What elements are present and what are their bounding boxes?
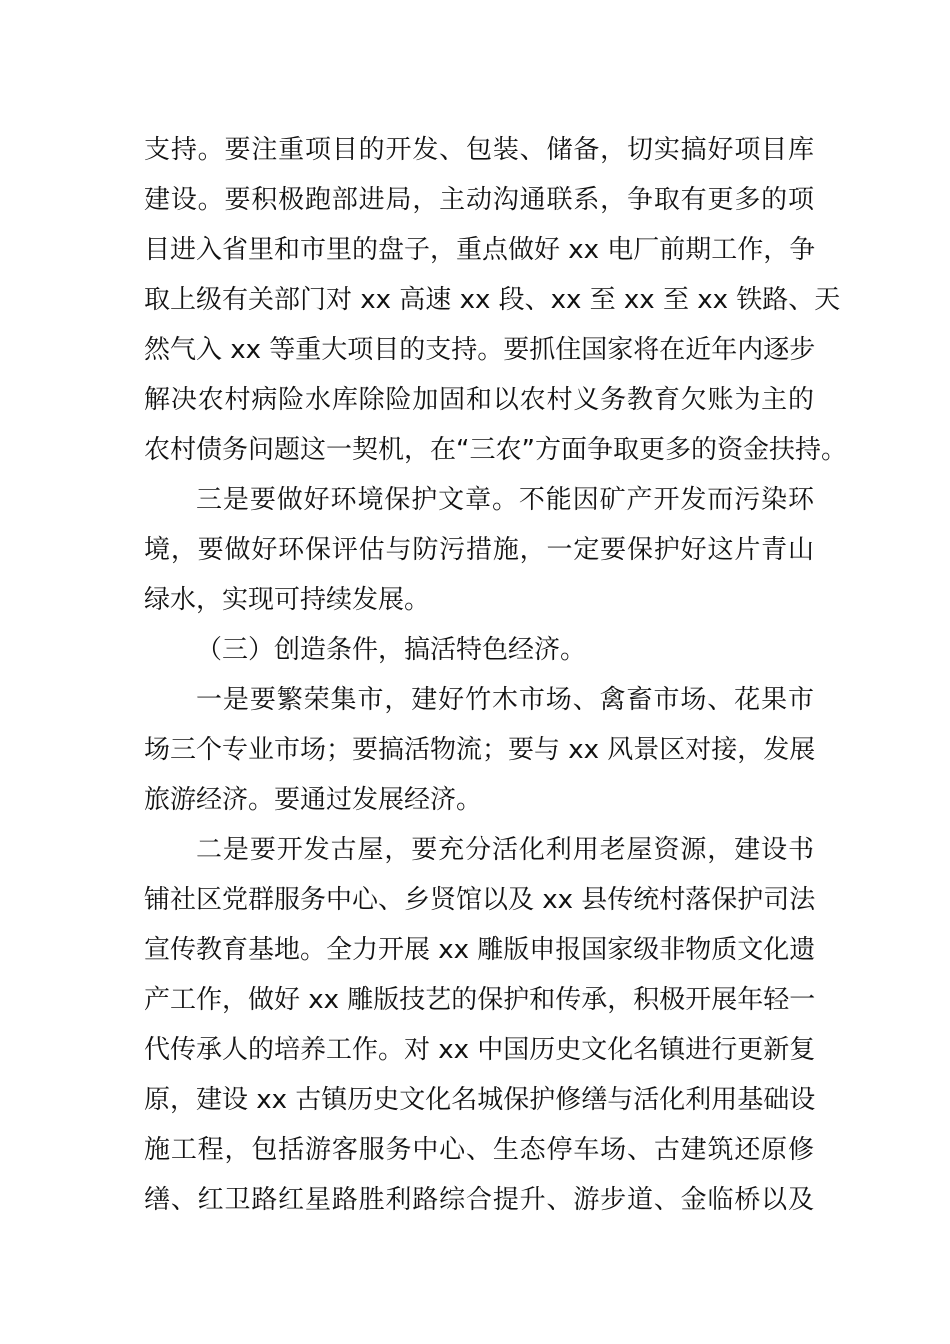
text-line: 取上级有关部门对 xx 高速 xx 段、xx 至 xx 至 xx 铁路、天 [144, 285, 841, 315]
text-line: 绿水，实现可持续发展。 [144, 585, 431, 615]
text-line: 铺社区党群服务中心、乡贤馆以及 xx 县传统村落保护司法 [144, 885, 816, 915]
text-line: 场三个专业市场；要搞活物流；要与 xx 风景区对接，发展 [144, 735, 816, 765]
text-line: 产工作，做好 xx 雕版技艺的保护和传承，积极开展年轻一 [144, 985, 816, 1015]
text-line: 缮、红卫路红星路胜利路综合提升、游步道、金临桥以及 [144, 1185, 814, 1215]
text-line: 原，建设 xx 古镇历史文化名城保护修缮与活化利用基础设 [144, 1085, 816, 1115]
text-line: 农村债务问题这一契机，在“三农”方面争取更多的资金扶持。 [144, 435, 847, 465]
paragraph-first-line: 一是要繁荣集市，建好竹木市场、禽畜市场、花果市 [196, 685, 814, 715]
text-line: 解决农村病险水库除险加固和以农村义务教育欠账为主的 [144, 385, 814, 415]
paragraph-first-line: 二是要开发古屋，要充分活化利用老屋资源，建设书 [196, 835, 814, 865]
text-line: 境，要做好环保评估与防污措施，一定要保护好这片青山 [144, 535, 814, 565]
text-line: 支持。要注重项目的开发、包装、储备，切实搞好项目库 [144, 135, 814, 165]
text-line: 建设。要积极跑部进局，主动沟通联系，争取有更多的项 [144, 185, 814, 215]
text-line: 宣传教育基地。全力开展 xx 雕版申报国家级非物质文化遗 [144, 935, 816, 965]
text-line: 施工程，包括游客服务中心、生态停车场、古建筑还原修 [144, 1135, 814, 1165]
paragraph-first-line: 三是要做好环境保护文章。不能因矿产开发而污染环 [196, 485, 814, 515]
text-line: 旅游经济。要通过发展经济。 [144, 785, 483, 815]
text-line: 然气入 xx 等重大项目的支持。要抓住国家将在近年内逐步 [144, 335, 816, 365]
section-heading: （三）创造条件，搞活特色经济。 [196, 635, 587, 665]
text-line: 目进入省里和市里的盘子，重点做好 xx 电厂前期工作，争 [144, 235, 816, 265]
text-line: 代传承人的培养工作。对 xx 中国历史文化名镇进行更新复 [144, 1035, 816, 1065]
